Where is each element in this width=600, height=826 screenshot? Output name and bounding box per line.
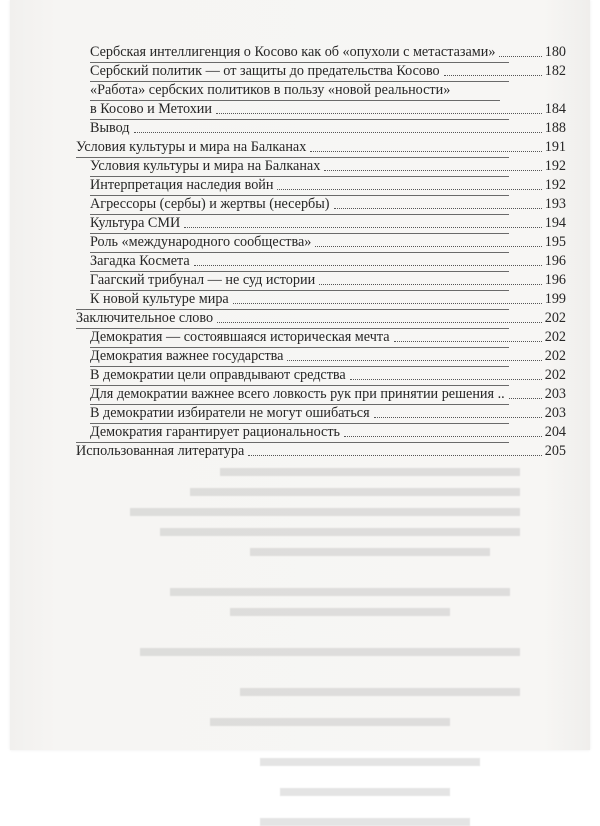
toc-entry [90, 384, 566, 404]
toc-entry [90, 61, 566, 81]
dot-leader [394, 340, 542, 342]
toc-entry-page: 203 [544, 386, 566, 402]
dot-leader [184, 226, 541, 228]
toc-entry-title: Вывод [90, 120, 130, 136]
toc-entry [90, 346, 566, 366]
toc-entry-page: 184 [544, 101, 566, 117]
toc-entry-page: 202 [544, 329, 566, 345]
toc-entry-page: 202 [544, 310, 566, 326]
toc-entry [90, 289, 566, 309]
toc-entry-page: 196 [544, 272, 566, 288]
toc-entry-page: 182 [544, 63, 566, 79]
toc-entry-title: Условия культуры и мира на Балканах [76, 139, 307, 155]
toc-entry-title: Гаагский трибунал — не суд истории [90, 272, 316, 288]
toc-entry-page: 180 [544, 44, 566, 60]
toc-entry [90, 327, 566, 347]
dot-leader [194, 264, 542, 266]
table-of-contents [10, 0, 590, 459]
toc-entry-title: Заключительное слово [76, 310, 214, 326]
toc-entry-page: 195 [544, 234, 566, 250]
toc-entry-page: 205 [544, 443, 566, 459]
toc-entry-title: Для демократии важнее всего ловкость рук при принятии решения .. [90, 386, 505, 402]
toc-entry-page: 202 [544, 367, 566, 383]
toc-entry-title: Агрессоры (сербы) и жертвы (несербы) [90, 196, 330, 212]
toc-entry-page: 202 [544, 348, 566, 364]
toc-entry-title: Сербский политик — от защиты до предательства Косово [90, 63, 440, 79]
toc-entry-title: Сербская интеллигенция о Косово как об «опухоли с метастазами» [90, 44, 496, 60]
toc-entry-page: 192 [544, 158, 566, 174]
toc-entry [90, 270, 566, 290]
dot-leader [350, 378, 542, 380]
toc-entry [90, 232, 566, 252]
toc-entry-page: 204 [544, 424, 566, 440]
toc-entry-page: 199 [544, 291, 566, 307]
toc-entry-page: 194 [544, 215, 566, 231]
toc-entry-page: 188 [544, 120, 566, 136]
dot-leader [315, 245, 541, 247]
toc-entry-title: Демократия гарантирует рациональность [90, 424, 340, 440]
dot-leader [444, 74, 542, 76]
toc-entry [90, 42, 566, 62]
toc-entry-title: Культура СМИ [90, 215, 181, 231]
toc-entry [90, 156, 566, 176]
toc-entry-title: Роль «международного сообщества» [90, 234, 312, 250]
toc-entry-page: 192 [544, 177, 566, 193]
dot-leader [287, 359, 541, 361]
dot-leader [499, 55, 541, 57]
dot-leader [374, 416, 542, 418]
dot-leader [134, 131, 542, 133]
toc-entry [90, 194, 566, 214]
toc-entry-title: Загадка Космета [90, 253, 190, 269]
dot-leader [217, 321, 542, 323]
book-page [10, 0, 590, 750]
dot-leader [319, 283, 542, 285]
dot-leader [233, 302, 542, 304]
toc-entry [90, 213, 566, 233]
toc-entry-title: Демократия важнее государства [90, 348, 284, 364]
toc-entry-page: 196 [544, 253, 566, 269]
toc-entry-title: Интерпретация наследия войн [90, 177, 274, 193]
toc-entry-title: Использованная литература [76, 443, 245, 459]
show-through-text [10, 420, 590, 750]
toc-entry [90, 99, 566, 119]
dot-leader [334, 207, 542, 209]
toc-entry [90, 118, 566, 138]
toc-entry [76, 308, 566, 328]
toc-entry-page: 193 [544, 196, 566, 212]
toc-entry [90, 251, 566, 271]
toc-entry-title: в Косово и Метохии [90, 101, 212, 117]
toc-entry [90, 365, 566, 385]
dot-leader [509, 397, 542, 399]
dot-leader [216, 112, 542, 114]
dot-leader [310, 150, 541, 152]
toc-entry-title: В демократии цели оправдывают средства [90, 367, 346, 383]
toc-entry-page: 203 [544, 405, 566, 421]
toc-entry [90, 175, 566, 195]
dot-leader [277, 188, 541, 190]
toc-entry-title-line1: «Работа» сербских политиков в пользу «новой реальности» [90, 82, 451, 98]
dot-leader [324, 169, 541, 171]
toc-entry [76, 137, 566, 157]
toc-entry-title: Демократия — состоявшаяся историческая мечта [90, 329, 390, 345]
toc-entry-page: 191 [544, 139, 566, 155]
toc-entry-title: Условия культуры и мира на Балканах [90, 158, 321, 174]
toc-entry-title: К новой культуре мира [90, 291, 229, 307]
toc-entry-title: В демократии избиратели не могут ошибаться [90, 405, 370, 421]
